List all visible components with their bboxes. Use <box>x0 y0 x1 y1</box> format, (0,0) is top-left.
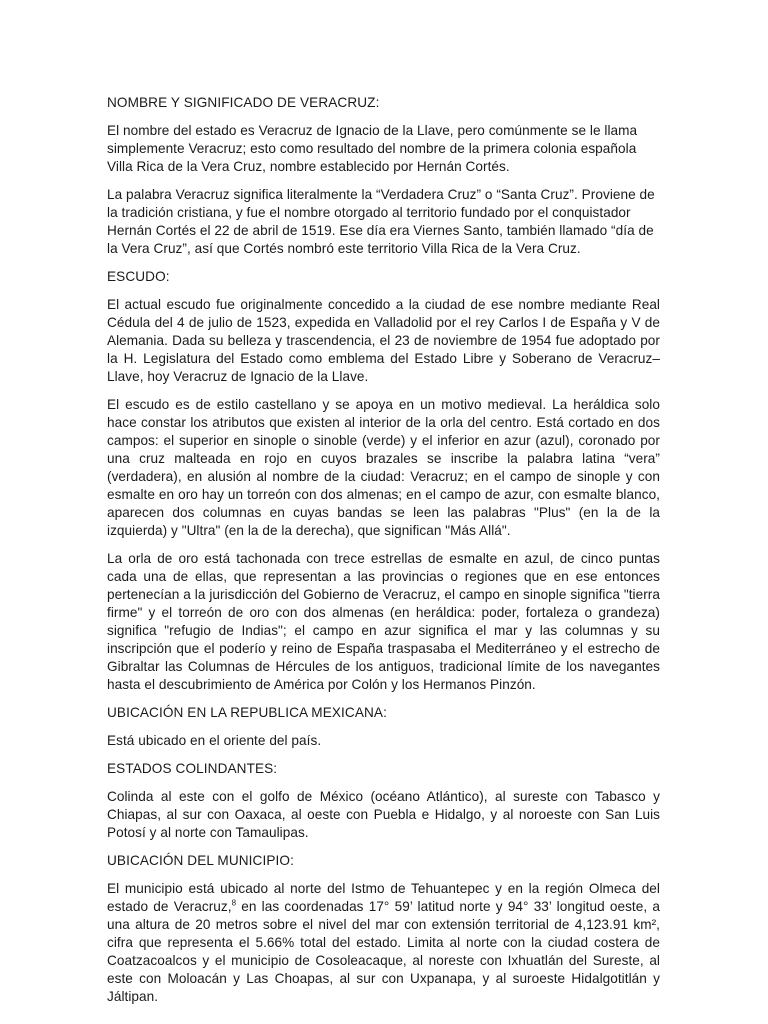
heading-municipio: UBICACIÓN DEL MUNICIPIO: <box>107 853 294 868</box>
heading-escudo: ESCUDO: <box>107 269 170 284</box>
heading-nombre: NOMBRE Y SIGNIFICADO DE VERACRUZ: <box>107 95 380 110</box>
heading-ubicacion: UBICACIÓN EN LA REPUBLICA MEXICANA: <box>107 705 387 720</box>
heading-colindantes: ESTADOS COLINDANTES: <box>107 761 278 776</box>
paragraph-escudo-1: El actual escudo fue originalmente concedido a la ciudad de ese nombre mediante Real Cédula del 4 de julio de 1523, expedida en Valladolid por el rey Carlos I de España y V de Alemania. Dada su belleza y trascendencia, el 23 de noviembre de 1954 fue adoptado por la H. Legislatura del Estado como emblema del Estado Libre y Soberano de Veracruz–Llave, hoy Veracruz de Ignacio de la Llave. <box>107 297 660 384</box>
paragraph-municipio <box>107 880 660 1006</box>
municipio-text-end: en las coordenadas 17° 59’ latitud norte y 94° 33’ longitud oeste, a una altura de 20 metros sobre el nivel del mar con extensión territorial de 4,123.91 km², cifra que representa el 5.66% total del estado. Limita al norte con la ciudad costera de Coatzacoalcos y el municipio de Cosoleacaque, al noreste con Ixhuatlán del Sureste, al este con Moloacán y Las Choapas, al sur con Uxpanapa, y al suroeste Hidalgotitlán y Jáltipan. <box>107 899 660 1004</box>
paragraph-nombre-2: La palabra Veracruz significa literalmente la “Verdadera Cruz” o “Santa Cruz”. Proviene de la tradición cristiana, y fue el nombre otorgado al territorio fundado por el conquistador Hernán Cortés el 22 de abril de 1519. Ese día era Viernes Santo, también llamado “día de la Vera Cruz”, así que Cortés nombró este territorio Villa Rica de la Vera Cruz. <box>107 187 655 256</box>
municipio-text-start: El municipio está ubicado al norte del Istmo de Tehuantepec y en la región Olmeca del estado de Veracruz, <box>107 881 660 914</box>
paragraph-ubicacion: Está ubicado en el oriente del país. <box>107 733 322 748</box>
footnote-marker: 8 <box>231 898 237 908</box>
paragraph-colindantes: Colinda al este con el golfo de México (océano Atlántico), al sureste con Tabasco y Chiapas, al sur con Oaxaca, al oeste con Puebla e Hidalgo, y al noroeste con San Luis Potosí y al norte con Tamaulipas. <box>107 789 660 840</box>
paragraph-escudo-3: La orla de oro está tachonada con trece estrellas de esmalte en azul, de cinco puntas cada una de ellas, que representan a las provincias o regiones que en ese entonces pertenecían a la jurisdicción del Gobierno de Veracruz, el campo en sinople significa "tierra firme" y el torreón de oro con dos almenas (en heráldica: poder, fortaleza o grandeza) significa "refugio de Indias"; el campo en azur significa el mar y las columnas y su inscripción que el poderío y reino de España traspasaba el Mediterráneo y el estrecho de Gibraltar las Columnas de Hércules de los antiguos, tradicional límite de los navegantes hasta el descubrimiento de América por Colón y los Hermanos Pinzón. <box>107 551 660 692</box>
paragraph-escudo-2: El escudo es de estilo castellano y se apoya en un motivo medieval. La heráldica solo hace constar los atributos que existen al interior de la orla del centro. Está cortado en dos campos: el superior en sinople o sinoble (verde) y el inferior en azur (azul), coronado por una cruz malteada en rojo en cuyos brazales se inscribe la palabra latina “vera” (verdadera), en alusión al nombre de la ciudad: Veracruz; en el campo de sinople y con esmalte en oro hay un torreón con dos almenas; en el campo de azur, con esmalte blanco, aparecen dos columnas en cuyas bandas se leen las palabras "Plus" (en la de la izquierda) y "Ultra" (en la de la derecha), que significan "Más Allá". <box>107 397 660 538</box>
paragraph-nombre-1: El nombre del estado es Veracruz de Ignacio de la Llave, pero comúnmente se le llama simplemente Veracruz; esto como resultado del nombre de la primera colonia española Villa Rica de la Vera Cruz, nombre establecido por Hernán Cortés. <box>107 123 638 174</box>
